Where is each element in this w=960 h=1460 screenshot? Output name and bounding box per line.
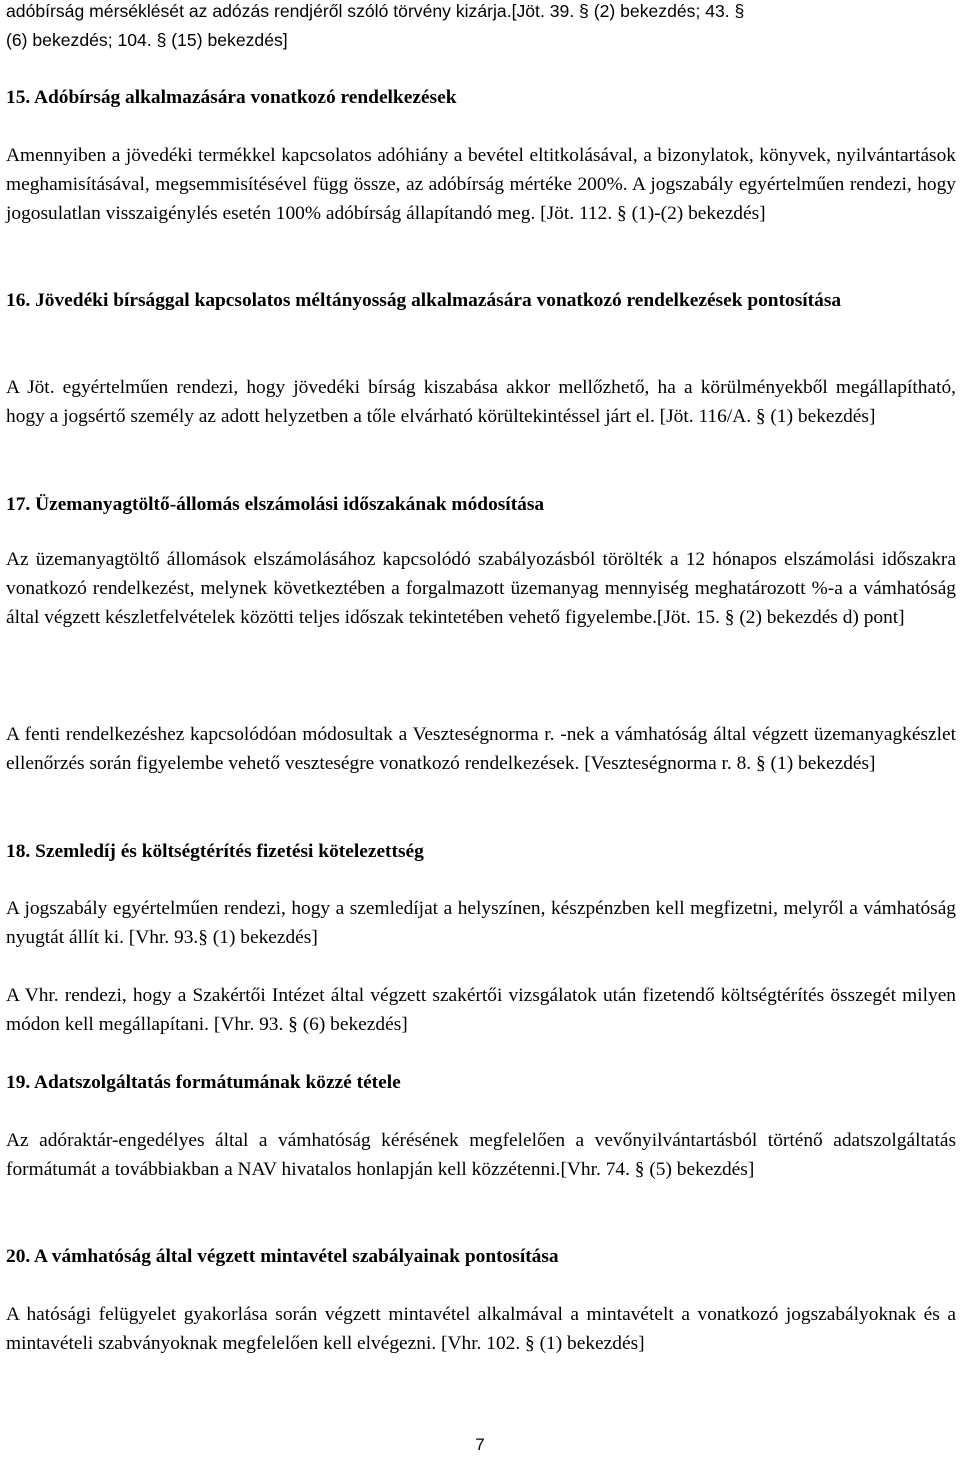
- section-19-heading: 19. Adatszolgáltatás formátumának közzé tétele: [6, 1072, 401, 1093]
- section-18-heading: 18. Szemledíj és költségtérítés fizetési kötelezettség: [6, 841, 424, 862]
- section-17-paragraph-2: A fenti rendelkezéshez kapcsolódóan módosultak a Veszteségnorma r. -nek a vámhatóság által végzett üzemanyagkészlet ellenőrzés során figyelembe vehető veszteségre vonatkozó rendelkezések. [Veszteségnorma r. 8. § (1) bekezdés]: [6, 724, 956, 774]
- section-20-heading: 20. A vámhatóság által végzett mintavétel szabályainak pontosítása: [6, 1246, 559, 1267]
- section-17-heading: 17. Üzemanyagtöltő-állomás elszámolási időszakának módosítása: [6, 494, 545, 515]
- section-19-paragraph: Az adóraktár-engedélyes által a vámhatóság kérésének megfelelően a vevőnyilvántartásból történő adatszolgáltatás formátumát a továbbiakban a NAV hivatalos honlapján kell közzétenni.[Vhr. 74. § (5) bekezdés]: [6, 1130, 956, 1180]
- section-18-paragraph-1: A jogszabály egyértelműen rendezi, hogy a szemledíjat a helyszínen, készpénzben kell megfizetni, melyről a vámhatóság nyugtát állít ki. [Vhr. 93.§ (1) bekezdés]: [6, 898, 956, 948]
- section-16-heading: 16. Jövedéki bírsággal kapcsolatos méltányosság alkalmazására vonatkozó rendelkezések pontosítása: [6, 290, 842, 311]
- fragment-paragraph: [6, 0, 956, 55]
- fragment-line-1: adóbírság mérséklését az adózás rendjéről szóló törvény kizárja.[Jöt. 39. § (2) bekezdés; 43. §: [6, 1, 745, 21]
- section-15-heading: 15. Adóbírság alkalmazására vonatkozó rendelkezések: [6, 87, 457, 108]
- fragment-line-2: (6) bekezdés; 104. § (15) bekezdés]: [6, 30, 288, 50]
- section-20-paragraph: A hatósági felügyelet gyakorlása során végzett mintavétel alkalmával a mintavételt a vonatkozó jogszabályoknak és a mintavételi szabványoknak megfelelően kell elvégezni. [Vhr. 102. § (1) bekezdés]: [6, 1304, 956, 1354]
- section-16-paragraph: A Jöt. egyértelműen rendezi, hogy jövedéki bírság kiszabása akkor mellőzhető, ha a körülményekből megállapítható, hogy a jogsértő személy az adott helyzetben a tőle elvárható körültekintéssel járt el. [Jöt. 116/A. § (1) bekezdés]: [6, 377, 956, 427]
- section-17-paragraph-1: Az üzemanyagtöltő állomások elszámolásához kapcsolódó szabályozásból törölték a 12 hónapos elszámolási időszakra vonatkozó rendelkezést, melynek következtében a forgalmazott üzemanyag mennyiség meghatározott %-a a vámhatóság által végzett készletfelvételek közötti teljes időszak tekintetében vehető figyelembe.[Jöt. 15. § (2) bekezdés d) pont]: [6, 549, 956, 628]
- section-15-paragraph: Amennyiben a jövedéki termékkel kapcsolatos adóhiány a bevétel eltitkolásával, a bizonylatok, könyvek, nyilvántartások meghamisításával, megsemmisítésével függ össze, az adóbírság mértéke 200%. A jogszabály egyértelműen rendezi, hogy jogosulatlan visszaigénylés esetén 100% adóbírság állapítandó meg. [Jöt. 112. § (1)-(2) bekezdés]: [6, 145, 956, 224]
- section-18-paragraph-2: A Vhr. rendezi, hogy a Szakértői Intézet által végzett szakértői vizsgálatok után fizetendő költségtérítés összegét milyen módon kell megállapítani. [Vhr. 93. § (6) bekezdés]: [6, 985, 956, 1035]
- page-number: 7: [475, 1435, 485, 1454]
